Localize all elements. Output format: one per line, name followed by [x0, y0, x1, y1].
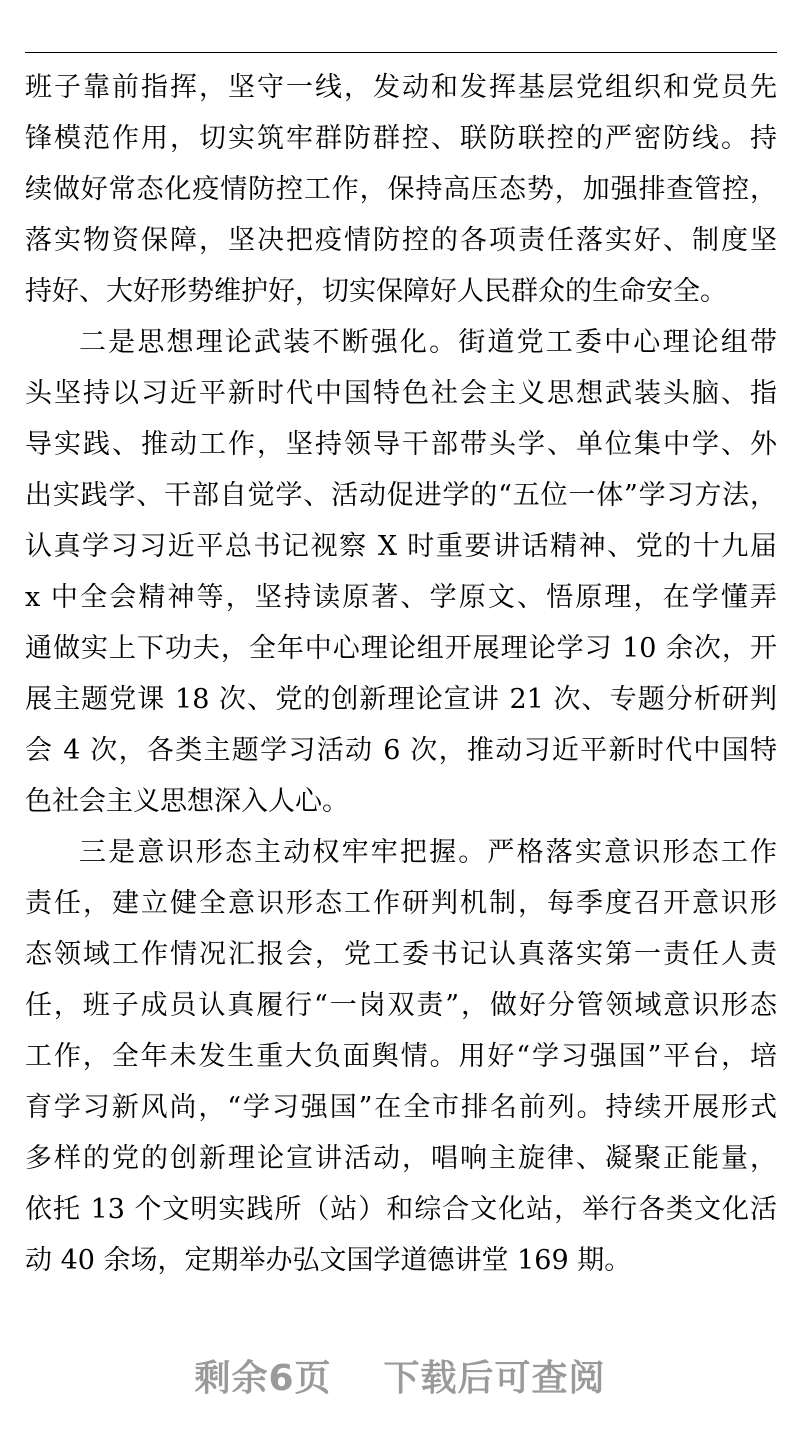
text-line: 三是意识形态主动权牢牢把握。严格落实意识形态工作 — [79, 837, 777, 868]
text-line: 任，班子成员认真履行“一岗双责”，做好分管领域意识形态 — [25, 990, 777, 1021]
paragraph-1 — [25, 62, 777, 317]
text-line: 动 40 余场，定期举办弘文国学道德讲堂 169 期。 — [25, 1245, 632, 1276]
text-line: 会 4 次，各类主题学习活动 6 次，推动习近平新时代中国特 — [25, 735, 777, 766]
document-body — [25, 62, 777, 1286]
text-line: 依托 13 个文明实践所（站）和综合文化站，举行各类文化活 — [25, 1194, 777, 1225]
text-line: 展主题党课 18 次、党的创新理论宣讲 21 次、专题分析研判 — [25, 684, 777, 715]
text-line: 持好、大好形势维护好，切实保障好人民群众的生命安全。 — [25, 276, 727, 307]
text-line: 出实践学、干部自觉学、活动促进学的“五位一体”学习方法， — [25, 480, 777, 511]
text-line: 责任，建立健全意识形态工作研判机制，每季度召开意识形 — [25, 888, 777, 919]
text-line: 续做好常态化疫情防控工作，保持高压态势，加强排查管控， — [25, 174, 777, 205]
text-line: 落实物资保障，坚决把疫情防控的各项责任落实好、制度坚 — [25, 225, 777, 256]
text-line: 头坚持以习近平新时代中国特色社会主义思想武装头脑、指 — [25, 378, 777, 409]
text-line: 态领域工作情况汇报会，党工委书记认真落实第一责任人责 — [25, 939, 777, 970]
text-line: 二是思想理论武装不断强化。街道党工委中心理论组带 — [79, 327, 777, 358]
text-line: 工作，全年未发生重大负面舆情。用好“学习强国”平台，培 — [25, 1041, 777, 1072]
header-rule — [25, 52, 777, 53]
text-line: 通做实上下功夫，全年中心理论组开展理论学习 10 余次，开 — [25, 633, 777, 664]
text-line: 班子靠前指挥，坚守一线，发动和发挥基层党组织和党员先 — [25, 72, 777, 103]
remaining-pages-label: 剩余6页 — [194, 1358, 332, 1399]
text-line: 锋模范作用，切实筑牢群防群控、联防联控的严密防线。持 — [25, 123, 777, 154]
text-line: 色社会主义思想深入人心。 — [25, 786, 349, 817]
download-to-view-label: 下载后可查阅 — [383, 1358, 606, 1399]
paragraph-3 — [25, 827, 777, 1286]
text-line: 育学习新风尚，“学习强国”在全市排名前列。持续开展形式 — [25, 1092, 777, 1123]
text-line: 多样的党的创新理论宣讲活动，唱响主旋律、凝聚正能量， — [25, 1143, 777, 1174]
text-line: x 中全会精神等，坚持读原著、学原文、悟原理，在学懂弄 — [25, 582, 777, 613]
download-notice — [0, 1350, 800, 1401]
text-line: 导实践、推动工作，坚持领导干部带头学、单位集中学、外 — [25, 429, 777, 460]
text-line: 认真学习习近平总书记视察 X 时重要讲话精神、党的十九届 — [25, 531, 777, 562]
paragraph-2 — [25, 317, 777, 827]
